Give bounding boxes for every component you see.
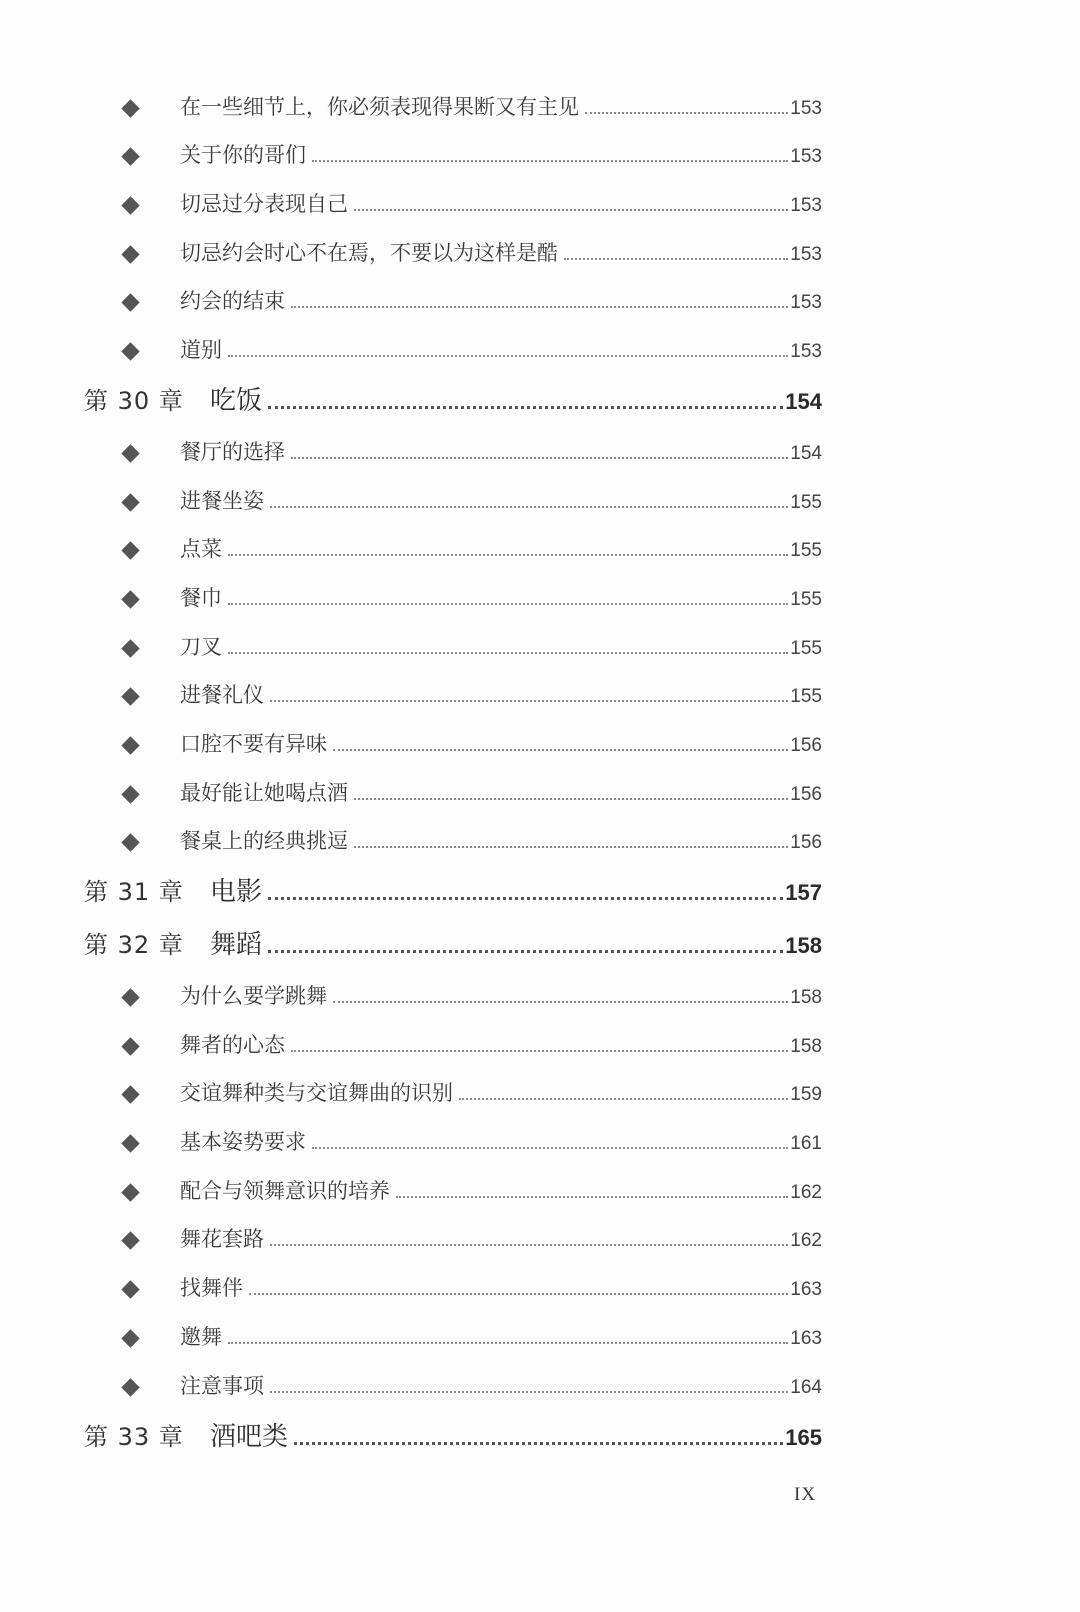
toc-section-row <box>0 1016 1080 1065</box>
diamond-bullet-icon <box>121 1086 139 1104</box>
toc-page-number: 164 <box>790 1376 822 1398</box>
diamond-bullet-icon <box>121 834 139 852</box>
table-of-contents <box>0 78 1080 1459</box>
section-title: 舞花套路 <box>180 1227 264 1252</box>
toc-section-row <box>0 618 1080 667</box>
dot-leader <box>270 505 788 508</box>
section-title: 邀舞 <box>180 1324 222 1349</box>
toc-page-number: 161 <box>790 1133 822 1155</box>
chapter-title: 电影 <box>210 877 263 908</box>
dot-leader <box>268 405 783 409</box>
dot-leader <box>312 1146 788 1149</box>
section-title: 点菜 <box>180 537 222 562</box>
page-number-folio: IX <box>794 1484 817 1505</box>
toc-page-number: 159 <box>790 1084 822 1106</box>
diamond-bullet-icon <box>121 1378 139 1396</box>
toc-section-row <box>0 472 1080 521</box>
diamond-bullet-icon <box>121 1232 139 1250</box>
toc-page-number: 163 <box>790 1327 822 1349</box>
toc-section-row <box>0 78 1080 127</box>
section-title: 注意事项 <box>180 1373 264 1398</box>
dot-leader <box>228 651 788 654</box>
toc-page-number: 155 <box>790 686 822 708</box>
dot-leader <box>268 896 783 900</box>
toc-page-number: 158 <box>790 987 822 1008</box>
dot-leader <box>585 111 788 114</box>
toc-section-row <box>0 175 1080 224</box>
diamond-bullet-icon <box>121 1037 139 1055</box>
dot-leader <box>291 305 788 308</box>
toc-page-number: 153 <box>790 97 822 119</box>
section-title: 基本姿势要求 <box>180 1130 306 1155</box>
diamond-bullet-icon <box>121 196 139 214</box>
dot-leader <box>333 748 788 751</box>
toc-page-number: 158 <box>785 933 822 959</box>
toc-section-row <box>0 224 1080 273</box>
section-title: 餐巾 <box>180 585 222 610</box>
section-title: 餐桌上的经典挑逗 <box>180 829 348 854</box>
section-title: 进餐坐姿 <box>180 488 264 513</box>
toc-section-row <box>0 967 1080 1016</box>
section-title: 进餐礼仪 <box>180 683 264 708</box>
section-title: 切忌过分表现自己 <box>180 192 348 217</box>
diamond-bullet-icon <box>121 444 139 462</box>
diamond-bullet-icon <box>121 1280 139 1298</box>
dot-leader <box>291 1049 788 1052</box>
diamond-bullet-icon <box>121 294 139 312</box>
diamond-bullet-icon <box>121 988 139 1006</box>
toc-page-number: 153 <box>790 292 822 314</box>
section-title: 为什么要学跳舞 <box>180 984 327 1008</box>
toc-page-number: 153 <box>790 195 822 217</box>
diamond-bullet-icon <box>121 99 139 117</box>
toc-section-row <box>0 667 1080 716</box>
toc-page-number: 162 <box>790 1181 822 1203</box>
section-title: 约会的结束 <box>180 289 285 314</box>
diamond-bullet-icon <box>121 736 139 754</box>
toc-page-number: 155 <box>790 491 822 513</box>
dot-leader <box>268 949 783 953</box>
toc-chapter-row <box>0 370 1080 423</box>
dot-leader <box>459 1097 788 1100</box>
diamond-bullet-icon <box>121 148 139 166</box>
toc-section-row <box>0 1259 1080 1308</box>
dot-leader <box>228 1341 788 1344</box>
toc-section-row <box>0 521 1080 570</box>
diamond-bullet-icon <box>121 590 139 608</box>
toc-page-number: 153 <box>790 243 822 265</box>
dot-leader <box>228 553 788 556</box>
section-title: 关于你的哥们 <box>180 143 306 168</box>
dot-leader <box>354 845 788 848</box>
toc-page-number: 153 <box>790 146 822 168</box>
diamond-bullet-icon <box>121 639 139 657</box>
toc-page-number: 165 <box>785 1424 822 1450</box>
toc-chapter-row <box>0 1406 1080 1459</box>
diamond-bullet-icon <box>121 1134 139 1152</box>
chapter-number: 第 31 章 <box>84 878 184 907</box>
toc-section-row <box>0 273 1080 322</box>
section-title: 切忌约会时心不在焉，不要以为这样是酷 <box>180 240 558 265</box>
section-title: 刀叉 <box>180 634 222 659</box>
section-title: 交谊舞种类与交谊舞曲的识别 <box>180 1081 453 1106</box>
dot-leader <box>228 354 788 357</box>
dot-leader <box>333 1000 788 1003</box>
toc-page-number: 162 <box>790 1230 822 1252</box>
toc-page-number: 154 <box>790 442 822 464</box>
dot-leader <box>564 257 788 260</box>
dot-leader <box>270 1243 788 1246</box>
section-title: 最好能让她喝点酒 <box>180 780 348 805</box>
toc-page-number: 154 <box>785 389 822 415</box>
toc-section-row <box>0 1113 1080 1162</box>
toc-section-row <box>0 321 1080 370</box>
dot-leader <box>228 602 788 605</box>
toc-section-row <box>0 127 1080 176</box>
chapter-number: 第 33 章 <box>84 1422 184 1451</box>
diamond-bullet-icon <box>121 493 139 511</box>
dot-leader <box>312 159 788 162</box>
section-title: 餐厅的选择 <box>180 439 285 464</box>
diamond-bullet-icon <box>121 785 139 803</box>
diamond-bullet-icon <box>121 342 139 360</box>
toc-page-number: 163 <box>790 1279 822 1301</box>
toc-page-number: 156 <box>790 734 822 756</box>
section-title: 道别 <box>180 338 222 363</box>
toc-section-row <box>0 423 1080 472</box>
section-title: 找舞伴 <box>180 1276 243 1301</box>
toc-chapter-row <box>0 861 1080 914</box>
toc-section-row <box>0 1065 1080 1114</box>
toc-section-row <box>0 1308 1080 1357</box>
chapter-number: 第 32 章 <box>84 931 184 960</box>
toc-page-number: 153 <box>790 341 822 363</box>
diamond-bullet-icon <box>121 541 139 559</box>
toc-page-number: 156 <box>790 783 822 805</box>
toc-section-row <box>0 1357 1080 1406</box>
dot-leader <box>396 1195 788 1198</box>
toc-page-number: 155 <box>790 588 822 610</box>
toc-section-row <box>0 1211 1080 1260</box>
diamond-bullet-icon <box>121 1183 139 1201</box>
toc-chapter-row <box>0 914 1080 967</box>
toc-section-row <box>0 715 1080 764</box>
section-title: 配合与领舞意识的培养 <box>180 1178 390 1203</box>
dot-leader <box>354 797 788 800</box>
dot-leader <box>270 1390 788 1393</box>
chapter-title: 酒吧类 <box>210 1421 289 1452</box>
dot-leader <box>270 699 788 702</box>
dot-leader <box>291 456 788 459</box>
diamond-bullet-icon <box>121 1329 139 1347</box>
section-title: 口腔不要有异味 <box>180 731 327 756</box>
toc-page-number: 155 <box>790 637 822 659</box>
chapter-title: 吃饭 <box>210 386 263 417</box>
toc-section-row <box>0 569 1080 618</box>
toc-page-number: 155 <box>790 540 822 562</box>
section-title: 在一些细节上，你必须表现得果断又有主见 <box>180 94 579 119</box>
chapter-number: 第 30 章 <box>84 387 184 416</box>
toc-page-number: 156 <box>790 832 822 854</box>
section-title: 舞者的心态 <box>180 1032 285 1057</box>
dot-leader <box>354 208 788 211</box>
dot-leader <box>294 1441 783 1445</box>
toc-page-number: 158 <box>790 1035 822 1057</box>
dot-leader <box>249 1292 788 1295</box>
diamond-bullet-icon <box>121 688 139 706</box>
toc-section-row <box>0 1162 1080 1211</box>
toc-section-row <box>0 813 1080 862</box>
toc-page-number: 157 <box>785 880 822 906</box>
toc-section-row <box>0 764 1080 813</box>
diamond-bullet-icon <box>121 245 139 263</box>
chapter-title: 舞蹈 <box>210 930 263 961</box>
